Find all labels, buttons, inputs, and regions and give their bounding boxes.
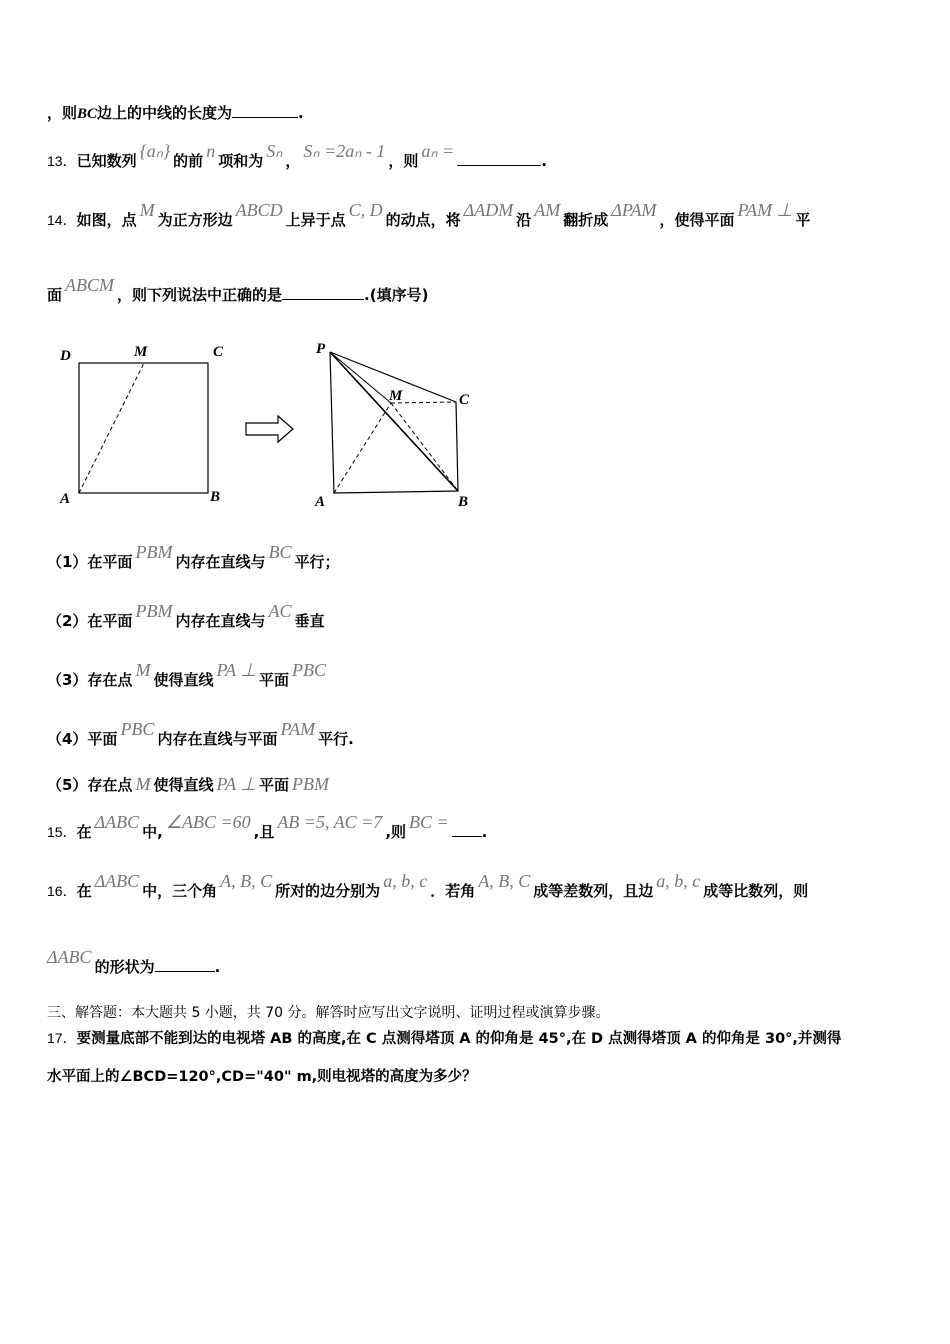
label-B: B: [210, 489, 221, 505]
option-3: （3）存在点 M 使得直线 PA ⊥ 平面 PBC: [47, 660, 327, 689]
answer-blank: [155, 959, 215, 972]
question-17: 17．要测量底部不能到达的电视塔 AB 的高度,在 C 点测得塔顶 A 的仰角是 45°,在 D 点测得塔顶 A 的仰角是 30°,并测得: [47, 1030, 842, 1047]
question-15: 15．在 ΔABC 中, ∠ABC =60 ,且 AB =5, AC =7 ,则 BC = .: [47, 812, 488, 841]
arrow-icon: [246, 416, 293, 442]
square-abcd: [79, 363, 208, 493]
question-14: 14．如图，点 M 为正方形边 ABCD 上异于点 C, D 的动点，将 ΔADM 沿 AM 翻折成 ΔPAM ，使得平面 PAM ⊥ 平: [47, 200, 811, 229]
option-2: （2）在平面 PBM 内存在直线与 AC 垂直: [47, 601, 325, 630]
label-M: M: [134, 344, 148, 360]
answer-blank: [232, 105, 298, 118]
label-C: C: [213, 344, 224, 360]
label-B: B: [458, 494, 469, 510]
dashed-am: [334, 403, 391, 493]
question-16-line2: ΔABC 的形状为 .: [47, 947, 221, 976]
question-16: 16．在 ΔABC 中，三个角 A, B, C 所对的边分别为 a, b, c ．若角 A, B, C 成等差数列，且边 a, b, c 成等比数列，则: [47, 871, 809, 900]
question-13: 13．已知数列 {aₙ} 的前 n 项和为 Sₙ ， Sₙ =2aₙ - 1 ，则 aₙ = .: [47, 141, 547, 170]
edge-pb: [330, 352, 458, 491]
section-3-heading: 三、解答题：本大题共 5 小题，共 70 分。解答时应写出文字说明、证明过程或演算步骤。: [47, 1005, 610, 1021]
option-1: （1）在平面 PBM 内存在直线与 BC 平行；: [47, 542, 340, 571]
edge-pm: [330, 352, 391, 403]
fold-figure: [50, 335, 490, 515]
answer-blank: [282, 287, 364, 300]
label-M: M: [389, 388, 403, 404]
option-4: （4）平面 PBC 内存在直线与平面 PAM 平行.: [47, 719, 354, 748]
answer-blank: [452, 824, 482, 837]
question-17-line2: 水平面上的∠BCD=120°,CD="40" m,则电视塔的高度为多少？: [47, 1069, 477, 1085]
label-A: A: [315, 494, 326, 510]
answer-blank: [457, 153, 541, 166]
question-14-line2: 面 ABCM ，则下列说法中正确的是 .(填序号): [47, 275, 429, 304]
label-D: D: [60, 348, 71, 364]
dashed-mb: [391, 403, 458, 491]
label-P: P: [316, 341, 326, 357]
option-5: （5）存在点 M 使得直线 PA ⊥ 平面 PBM: [47, 774, 329, 794]
label-A: A: [60, 491, 71, 507]
prev-question-tail: ，则BC边上的中线的长度为 .: [47, 104, 304, 122]
dashed-am: [79, 363, 144, 493]
label-C: C: [459, 392, 470, 408]
